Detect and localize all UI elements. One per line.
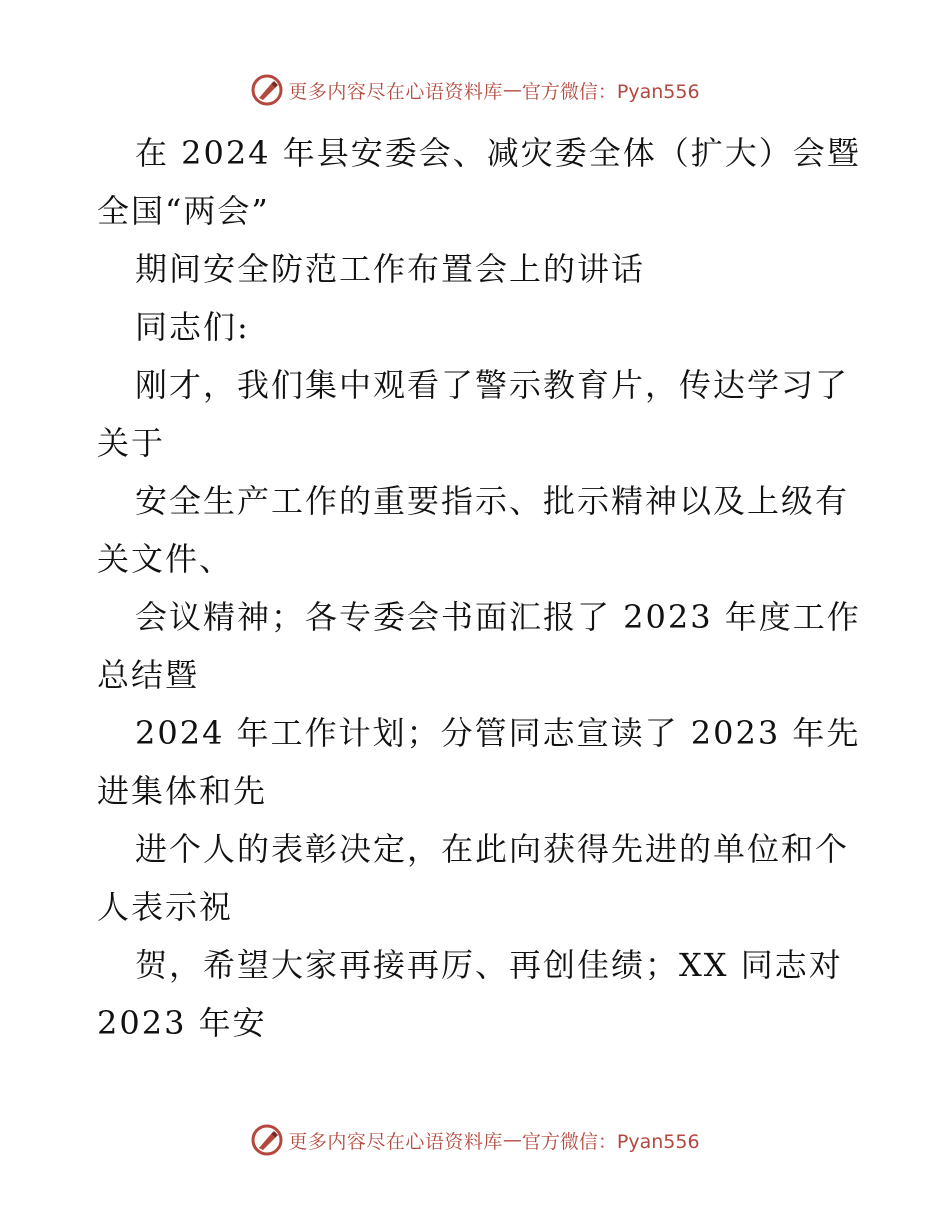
text-line: 会议精神；各专委会书面汇报了 2023 年度工作: [135, 598, 861, 636]
pen-nib-logo-icon: [250, 73, 284, 107]
watermark-separator: —: [502, 79, 522, 101]
watermark-main-text: 更多内容尽在心语资料库: [288, 80, 503, 103]
header-watermark: [0, 70, 950, 110]
text-line: 人表示祝: [97, 888, 234, 926]
text-line: 在 2024 年县安委会、减灾委全体（扩大）会暨: [135, 134, 861, 172]
text-line: 2024 年工作计划；分管同志宣读了 2023 年先: [135, 714, 861, 752]
text-line: 2023 年安: [97, 1004, 267, 1042]
text-line: 期间安全防范工作布置会上的讲话: [135, 250, 646, 288]
text-line: 关于: [97, 424, 166, 462]
text-line: 全国“两会”: [97, 192, 270, 230]
text-line: 总结暨: [97, 656, 200, 694]
watermark-main-text: 更多内容尽在心语资料库: [288, 1130, 503, 1153]
text-line: 刚才，我们集中观看了警示教育片，传达学习了: [135, 366, 850, 404]
watermark-separator: —: [502, 1129, 522, 1151]
text-line: 进集体和先: [97, 772, 268, 810]
watermark-wechat-text: 官方微信：Pyan556: [521, 1130, 700, 1153]
watermark-wechat-text: 官方微信：Pyan556: [521, 80, 700, 103]
text-line: 贺，希望大家再接再厉、再创佳绩；XX 同志对: [135, 946, 843, 984]
footer-watermark: [0, 1120, 950, 1160]
text-line: 进个人的表彰决定，在此向获得先进的单位和个: [135, 830, 850, 868]
text-line: 安全生产工作的重要指示、批示精神以及上级有: [135, 482, 850, 520]
document-body: [97, 124, 861, 1052]
text-line: 关文件、: [97, 540, 234, 578]
pen-nib-logo-icon: [250, 1123, 284, 1157]
text-line: 同志们:: [135, 308, 250, 346]
